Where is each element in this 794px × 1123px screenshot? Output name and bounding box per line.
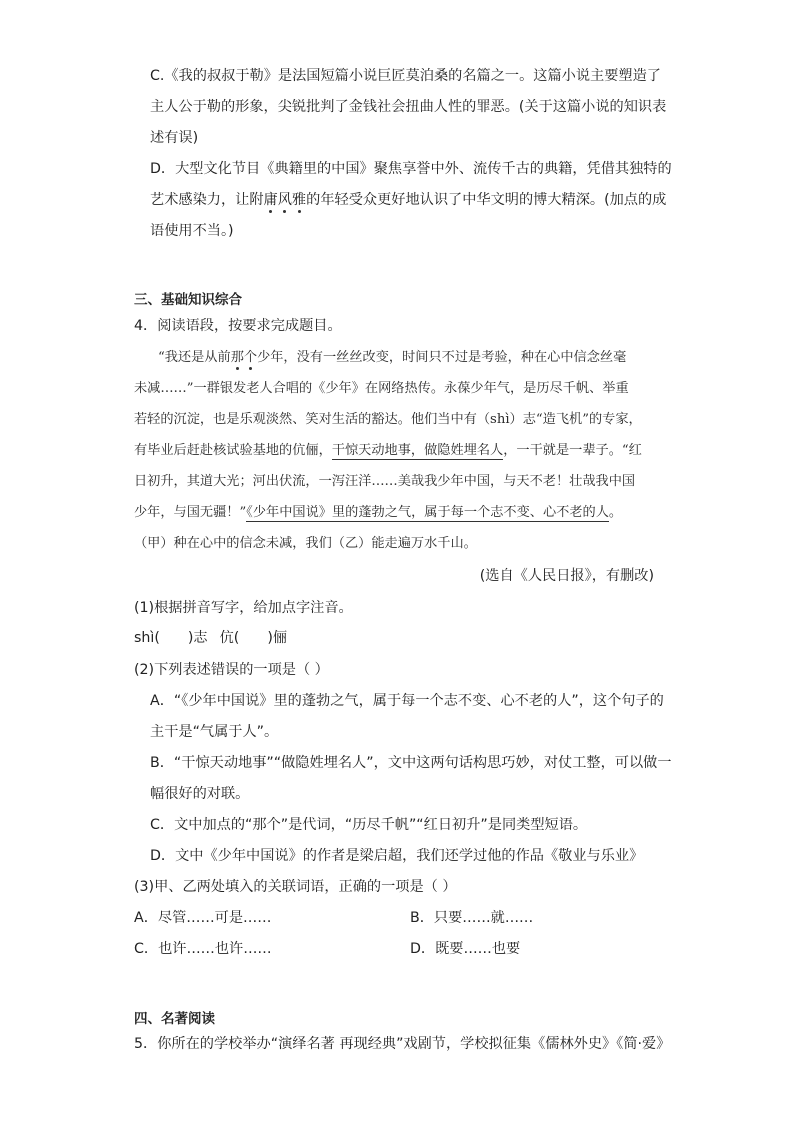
passage-line3: 若轻的沉淀，也是乐观淡然、笑对生活的豁达。他们当中有（shì）志“造飞机”的专家，: [134, 412, 642, 427]
sub2-option-d: D．文中《少年中国说》的作者是梁启超，我们还学过他的作品《敬业与乐业》: [150, 848, 644, 864]
passage-line7: （甲）种在心中的信念未减，我们（乙）能走遍万水千山。: [134, 536, 477, 551]
sub2-option-a-line2: 主干是“气属于人”。: [150, 724, 279, 740]
dotted-char: 庸: [263, 192, 278, 208]
section-heading-3: 三、基础知识综合: [134, 292, 242, 308]
passage-text: 少年，没有一丝丝改变，时间只不过是考验，种在心中信念丝毫: [257, 350, 627, 365]
passage-text: 有毕业后赶赴核试验基地的伉俪，: [134, 443, 332, 458]
passage-line6: [134, 503, 622, 523]
passage-text: 少年，与国无疆！”: [134, 505, 247, 520]
dotted-char: 那: [230, 350, 244, 365]
sub2-option-b-line2: 幅很好的对联。: [150, 786, 250, 802]
sub3-title: (3)甲、乙两处填入的关联词语，正确的一项是（ ）: [134, 879, 457, 895]
option-c-line2: 主人公于勒的形象，尖锐批判了金钱社会扭曲人性的罪恶。(关于这篇小说的知识表: [150, 99, 667, 115]
sub3-option-b: B．只要……就……: [410, 910, 534, 926]
sub3-option-d: D．既要……也要: [410, 941, 521, 957]
sub3-option-c: C．也许……也许……: [134, 941, 272, 957]
sub2-title: (2)下列表述错误的一项是（ ）: [134, 662, 329, 678]
passage-line1: [158, 348, 626, 368]
option-d-line2: [150, 190, 666, 210]
blank-suffix: )俪: [267, 630, 288, 646]
passage-text: 。: [608, 505, 623, 520]
question-5: 5．你所在的学校举办“演绎名著 再现经典”戏剧节，学校拟征集《儒林外史》《简·爱》: [134, 1036, 671, 1052]
sub3-option-a: A．尽管……可是……: [134, 910, 272, 926]
char-prompt: 伉(: [219, 630, 240, 646]
option-d-line1: D．大型文化节目《典籍里的中国》聚焦享誉中外、流传千古的典籍，凭借其独特的: [150, 161, 672, 177]
option-d-line3: 语使用不当。): [150, 223, 234, 239]
sub1-title: (1)根据拼音写字，给加点字注音。: [134, 600, 353, 616]
option-c-line3: 述有误): [150, 130, 199, 146]
dotted-char: 个: [243, 350, 258, 365]
passage-source: (选自《人民日报》，有删改): [479, 568, 654, 584]
passage-line5: 日初升，其道大光；河出伏流，一泻汪洋……美哉我少年中国，与天不老！壮哉我中国: [134, 474, 636, 489]
option-d-text: 的年轻受众更好地认识了中华文明的博大精深。(加点的成: [306, 192, 667, 208]
underlined-text: 干惊天动地事，做隐姓埋名人: [331, 443, 504, 458]
question-4-title: 4．阅读语段，按要求完成题目。: [134, 318, 342, 334]
option-c-line1: C.《我的叔叔于勒》是法国短篇小说巨匠莫泊桑的名篇之一。这篇小说主要塑造了: [150, 68, 661, 84]
sub2-option-c: C．文中加点的“那个”是代词，“历尽千帆”“红日初升”是同类型短语。: [150, 817, 588, 833]
blank-suffix: )志: [187, 630, 208, 646]
section-heading-4: 四、名著阅读: [134, 1011, 215, 1027]
option-d-text: 艺术感染力，让附: [150, 192, 264, 208]
dotted-char: 风: [277, 192, 292, 208]
dotted-char: 雅: [291, 192, 307, 208]
passage-text: “我还是从前: [158, 350, 231, 365]
sub2-option-b-line1: B．“干惊天动地事”“做隐姓埋名人”，文中这两句话构思巧妙，对仗工整，可以做一: [150, 755, 672, 771]
sub1-blanks: [134, 628, 287, 648]
underlined-text: 《少年中国说》里的蓬勃之气，属于每一个志不变、心不老的人: [246, 505, 609, 520]
passage-line4: [134, 441, 642, 461]
passage-text: ，一干就是一辈子。“红: [503, 443, 642, 458]
pinyin-prompt: shì(: [134, 630, 160, 646]
passage-line2: 未减……”一群银发老人合唱的《少年》在网络热传。永葆少年气，是历尽千帆、举重: [134, 381, 629, 396]
sub2-option-a-line1: A．“《少年中国说》里的蓬勃之气，属于每一个志不变、心不老的人”，这个句子的: [150, 693, 664, 709]
